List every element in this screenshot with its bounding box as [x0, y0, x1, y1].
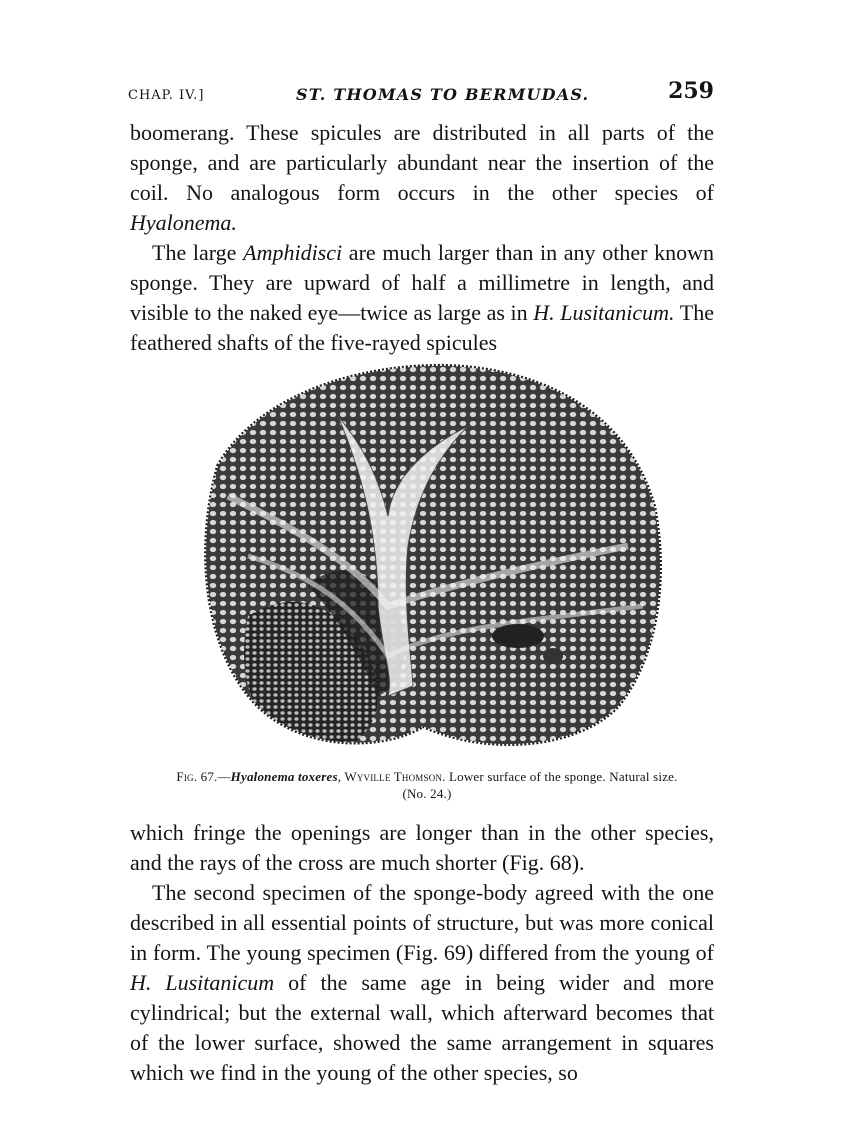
figure-caption — [140, 768, 714, 802]
text-block-bottom — [130, 818, 714, 1088]
text-block-top — [130, 118, 714, 358]
running-title: ST. THOMAS TO BERMUDAS. — [296, 85, 590, 104]
figure-number: Fig. 67.— — [176, 769, 231, 784]
sponge-illustration — [188, 356, 664, 758]
author-name: , Wyville Thomson. — [337, 769, 446, 784]
page-number: 259 — [668, 78, 714, 104]
caption-description: Lower surface of the sponge. Natural size. — [445, 769, 678, 784]
paragraph-1: boomerang. These spicules are distributed in all parts of the sponge, and are particularly abundant near the insertion of the coil. No analogous form occurs in the other species of Hyalonema. — [130, 120, 714, 235]
paragraph-3: which fringe the openings are longer than in the other species, and the rays of the cross are much shorter (Fig. 68). — [130, 820, 714, 875]
running-header — [128, 78, 714, 108]
specimen-number: (No. 24.) — [402, 786, 452, 801]
species-name: Hyalonema toxeres — [230, 769, 338, 784]
sponge-engraving-figure — [188, 356, 664, 758]
paragraph-2: The large Amphidisci are much larger than in any other known sponge. They are upward of half a millimetre in length, and visible to the naked eye—twice as large as in H. Lusitanicum. The feathered shafts of the five-rayed spicules — [130, 240, 714, 355]
paragraph-4: The second specimen of the sponge-body agreed with the one described in all essential points of structure, but was more conical in form. The young specimen (Fig. 69) differed from the young of H. Lusitanicum of the same age in being wider and more cylindrical; but the external wall, which afterward becomes that of the lower surface, showed the same arrangement in squares which we find in the young of the other species, so — [130, 880, 715, 1085]
chapter-label: CHAP. IV.] — [128, 88, 205, 103]
